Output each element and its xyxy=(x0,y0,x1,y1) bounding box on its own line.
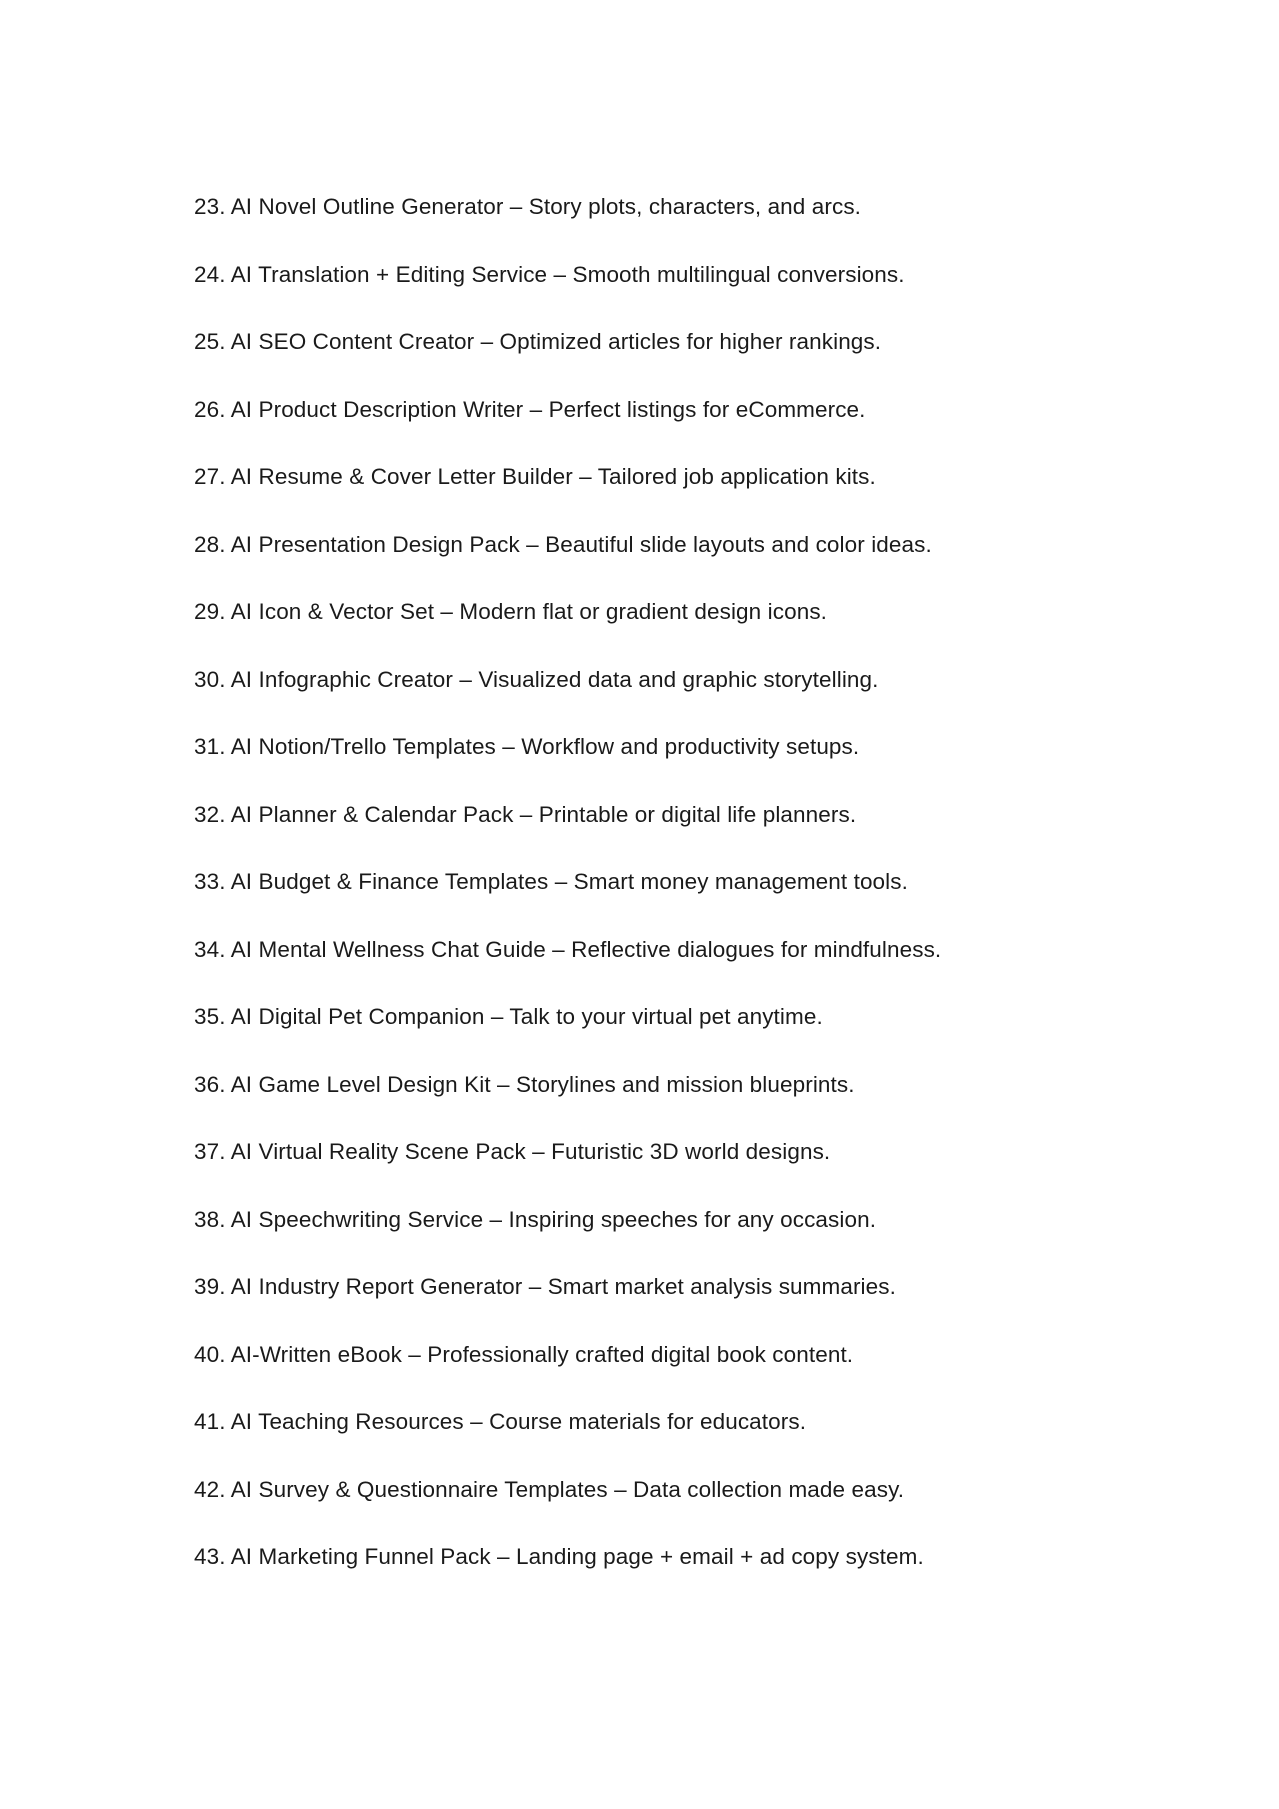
list-item: 33. AI Budget & Finance Templates – Smart money management tools. xyxy=(194,869,908,894)
list-item: 37. AI Virtual Reality Scene Pack – Futuristic 3D world designs. xyxy=(194,1139,831,1164)
list-item: 31. AI Notion/Trello Templates – Workflow and productivity setups. xyxy=(194,734,860,759)
list-item: 30. AI Infographic Creator – Visualized data and graphic storytelling. xyxy=(194,666,879,692)
list-item: 24. AI Translation + Editing Service – Smooth multilingual conversions. xyxy=(194,261,905,287)
list-item: 28. AI Presentation Design Pack – Beautiful slide layouts and color ideas. xyxy=(194,531,932,557)
list-item: 23. AI Novel Outline Generator – Story plots, characters, and arcs. xyxy=(194,194,862,219)
list-item: 38. AI Speechwriting Service – Inspiring speeches for any occasion. xyxy=(194,1206,877,1232)
list-item: 35. AI Digital Pet Companion – Talk to your virtual pet anytime. xyxy=(194,1004,823,1029)
list-item: 34. AI Mental Wellness Chat Guide – Reflective dialogues for mindfulness. xyxy=(194,936,942,962)
list-item: 26. AI Product Description Writer – Perfect listings for eCommerce. xyxy=(194,396,866,422)
list-item: 36. AI Game Level Design Kit – Storylines and mission blueprints. xyxy=(194,1071,855,1097)
list-item: 43. AI Marketing Funnel Pack – Landing page + email + ad copy system. xyxy=(194,1544,924,1569)
list-item: 41. AI Teaching Resources – Course materials for educators. xyxy=(194,1409,807,1434)
product-list xyxy=(194,190,1194,1608)
list-item: 42. AI Survey & Questionnaire Templates – Data collection made easy. xyxy=(194,1476,905,1502)
list-item: 39. AI Industry Report Generator – Smart market analysis summaries. xyxy=(194,1274,896,1299)
list-item: 32. AI Planner & Calendar Pack – Printable or digital life planners. xyxy=(194,801,857,827)
list-item: 40. AI-Written eBook – Professionally crafted digital book content. xyxy=(194,1341,854,1367)
list-item: 27. AI Resume & Cover Letter Builder – Tailored job application kits. xyxy=(194,464,876,489)
list-item: 29. AI Icon & Vector Set – Modern flat or gradient design icons. xyxy=(194,599,828,624)
list-item: 25. AI SEO Content Creator – Optimized articles for higher rankings. xyxy=(194,329,882,354)
